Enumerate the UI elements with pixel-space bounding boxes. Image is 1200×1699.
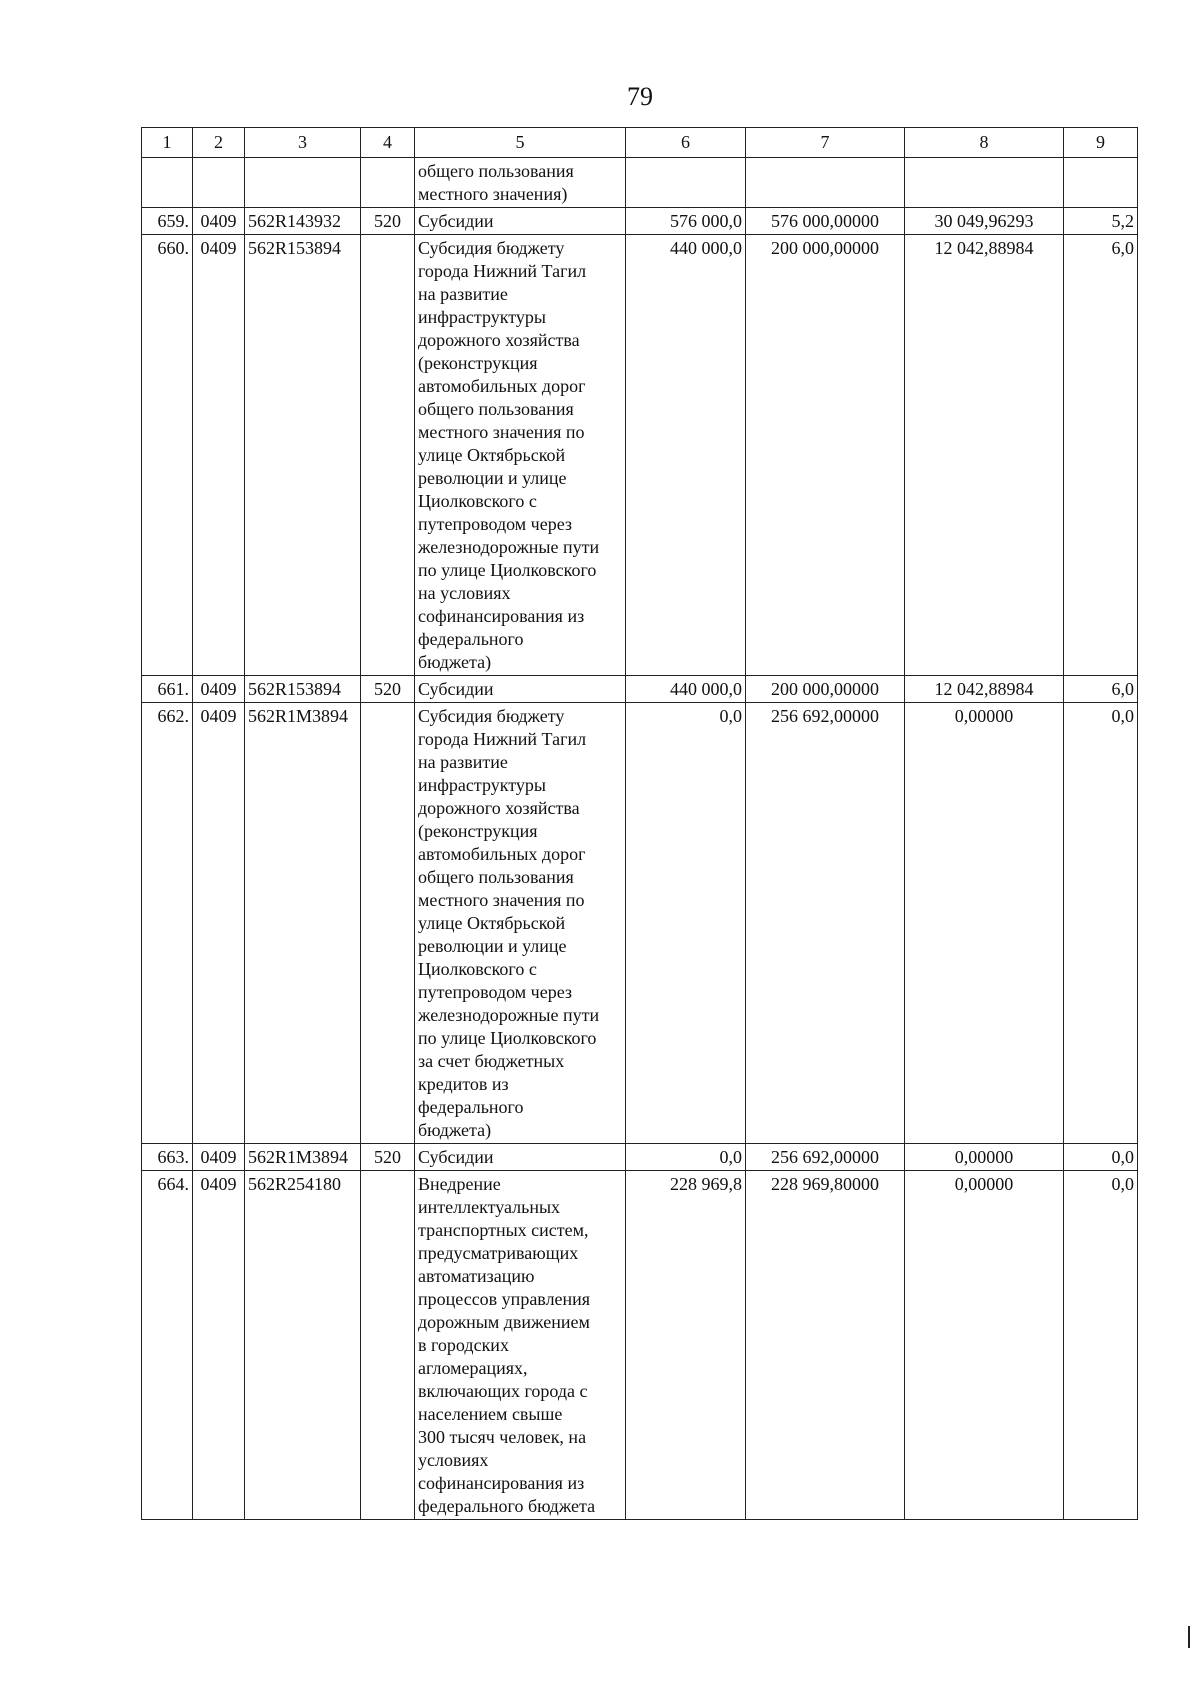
percent-col9 (1064, 158, 1138, 208)
table-row (142, 208, 1138, 235)
target-article-code: 562R254180 (245, 1171, 361, 1520)
item-description: Субсидии (415, 208, 626, 235)
percent-col9: 6,0 (1064, 235, 1138, 676)
value-col8 (905, 158, 1064, 208)
column-header: 2 (193, 128, 245, 158)
item-description: общего пользования местного значения) (415, 158, 626, 208)
column-header: 6 (626, 128, 746, 158)
table-row (142, 1144, 1138, 1171)
value-col6: 440 000,0 (626, 235, 746, 676)
section-code (193, 158, 245, 208)
row-number: 659. (142, 208, 193, 235)
value-col8: 0,00000 (905, 1171, 1064, 1520)
table-row (142, 1171, 1138, 1520)
column-header: 9 (1064, 128, 1138, 158)
table-row (142, 235, 1138, 676)
column-header: 4 (361, 128, 415, 158)
value-col6: 0,0 (626, 1144, 746, 1171)
value-col6: 440 000,0 (626, 676, 746, 703)
value-col7 (746, 158, 905, 208)
item-description: Субсидии (415, 1144, 626, 1171)
row-number: 661. (142, 676, 193, 703)
percent-col9: 6,0 (1064, 676, 1138, 703)
row-number: 663. (142, 1144, 193, 1171)
value-col6 (626, 158, 746, 208)
column-header: 7 (746, 128, 905, 158)
table-header-row (142, 128, 1138, 158)
table-row (142, 158, 1138, 208)
value-col7: 200 000,00000 (746, 235, 905, 676)
expense-type-code (361, 158, 415, 208)
item-description: Субсидия бюджету города Нижний Тагил на развитие инфраструктуры дорожного хозяйства (реконструкция автомобильных дорог общего пользования местного значения по улице Октябрьской революции и улице Циолковского с путепроводом через железнодорожные пути по улице Циолковского за счет бюджетных кредитов из федерального бюджета) (415, 703, 626, 1144)
page-number: 79 (627, 82, 653, 111)
value-col6: 0,0 (626, 703, 746, 1144)
percent-col9: 5,2 (1064, 208, 1138, 235)
value-col8: 12 042,88984 (905, 235, 1064, 676)
budget-table (141, 127, 1138, 1520)
value-col7: 576 000,00000 (746, 208, 905, 235)
column-header: 3 (245, 128, 361, 158)
table-row (142, 676, 1138, 703)
value-col6: 228 969,8 (626, 1171, 746, 1520)
column-header: 1 (142, 128, 193, 158)
target-article-code: 562R1M3894 (245, 1144, 361, 1171)
percent-col9: 0,0 (1064, 1144, 1138, 1171)
value-col7: 228 969,80000 (746, 1171, 905, 1520)
column-header: 5 (415, 128, 626, 158)
section-code: 0409 (193, 676, 245, 703)
value-col6: 576 000,0 (626, 208, 746, 235)
value-col8: 0,00000 (905, 1144, 1064, 1171)
expense-type-code (361, 1171, 415, 1520)
expense-type-code: 520 (361, 676, 415, 703)
section-code: 0409 (193, 1144, 245, 1171)
value-col7: 256 692,00000 (746, 1144, 905, 1171)
item-description: Внедрение интеллектуальных транспортных систем, предусматривающих автоматизацию процессов управления дорожным движением в городских агломерациях, включающих города с населением свыше 300 тысяч человек, на условиях софинансирования из федерального бюджета (415, 1171, 626, 1520)
value-col8: 30 049,96293 (905, 208, 1064, 235)
expense-type-code (361, 703, 415, 1144)
target-article-code: 562R1M3894 (245, 703, 361, 1144)
value-col7: 256 692,00000 (746, 703, 905, 1144)
value-col7: 200 000,00000 (746, 676, 905, 703)
section-code: 0409 (193, 703, 245, 1144)
expense-type-code: 520 (361, 208, 415, 235)
expense-type-code (361, 235, 415, 676)
target-article-code: 562R153894 (245, 235, 361, 676)
section-code: 0409 (193, 1171, 245, 1520)
value-col8: 0,00000 (905, 703, 1064, 1144)
percent-col9: 0,0 (1064, 1171, 1138, 1520)
target-article-code: 562R153894 (245, 676, 361, 703)
row-number: 662. (142, 703, 193, 1144)
expense-type-code: 520 (361, 1144, 415, 1171)
item-description: Субсидия бюджету города Нижний Тагил на развитие инфраструктуры дорожного хозяйства (реконструкция автомобильных дорог общего пользования местного значения по улице Октябрьской революции и улице Циолковского с путепроводом через железнодорожные пути по улице Циолковского на условиях софинансирования из федерального бюджета) (415, 235, 626, 676)
section-code: 0409 (193, 235, 245, 676)
section-code: 0409 (193, 208, 245, 235)
item-description: Субсидии (415, 676, 626, 703)
column-header: 8 (905, 128, 1064, 158)
table-row (142, 703, 1138, 1144)
percent-col9: 0,0 (1064, 703, 1138, 1144)
value-col8: 12 042,88984 (905, 676, 1064, 703)
row-number: 660. (142, 235, 193, 676)
scan-margin-mark (1188, 1626, 1190, 1648)
target-article-code (245, 158, 361, 208)
row-number: 664. (142, 1171, 193, 1520)
row-number (142, 158, 193, 208)
target-article-code: 562R143932 (245, 208, 361, 235)
